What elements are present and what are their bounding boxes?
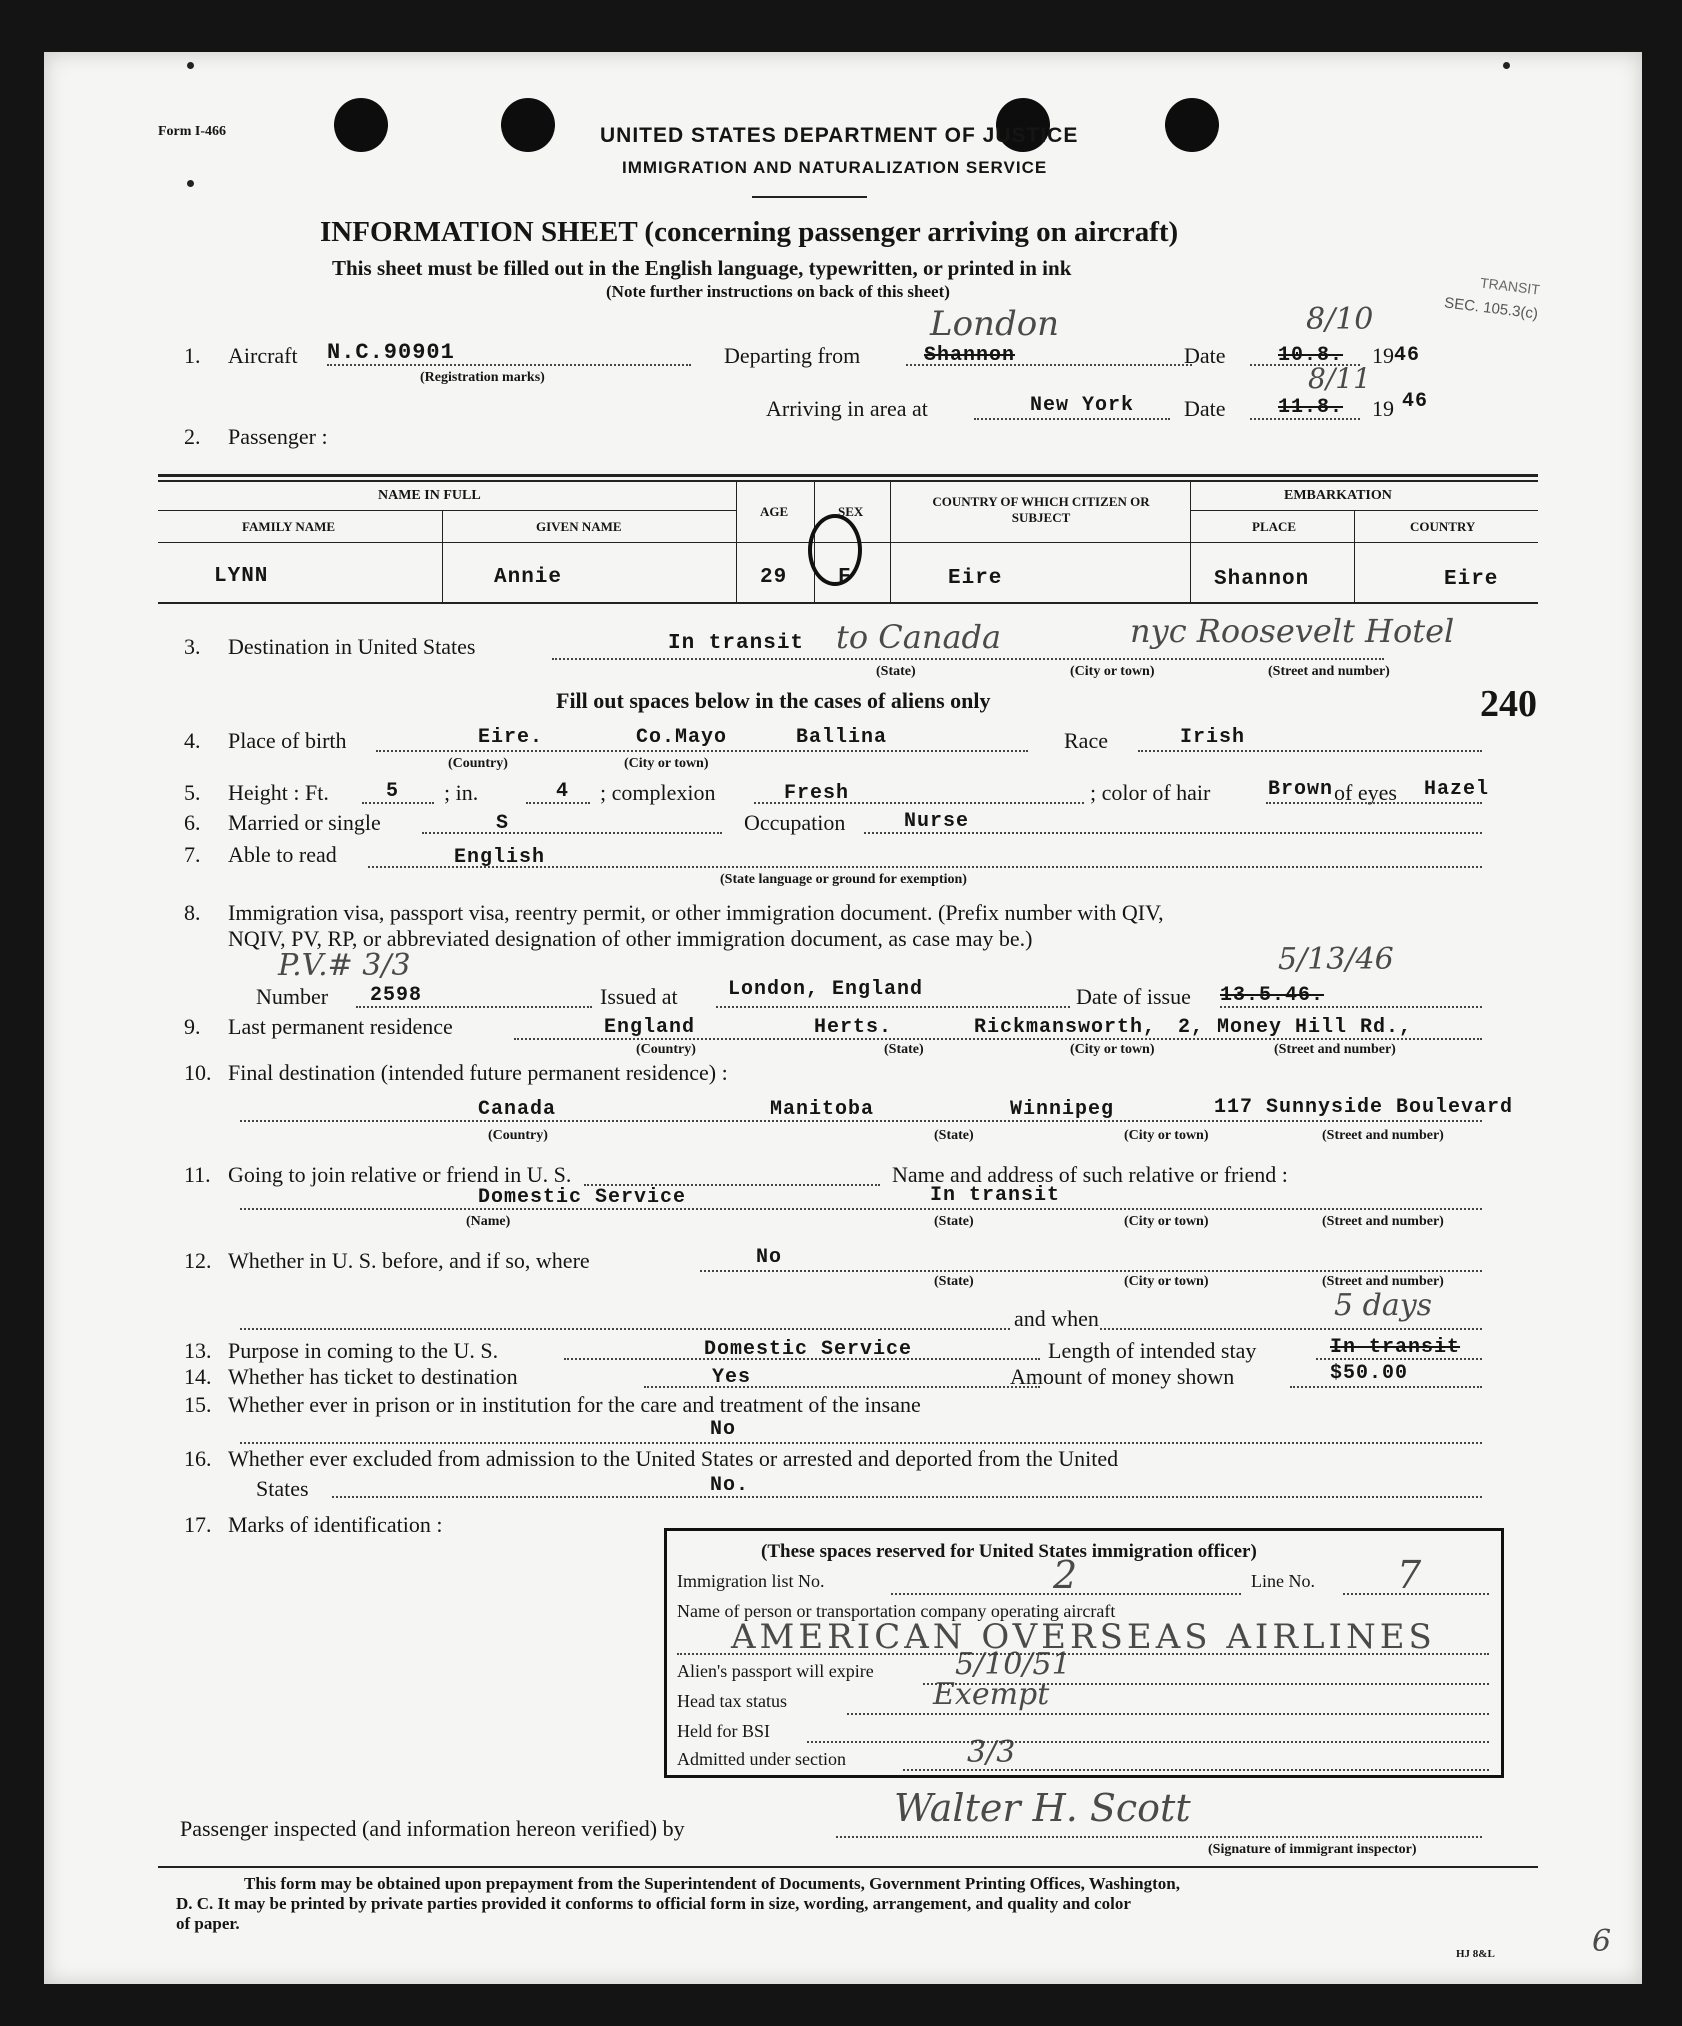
before-value: No — [756, 1246, 783, 1269]
list-label: Immigration list No. — [677, 1571, 825, 1591]
table-header: FAMILY NAME — [242, 519, 336, 534]
occupation-label: Occupation — [744, 810, 846, 835]
item-number: 12. — [184, 1248, 212, 1273]
issued-label: Issued at — [600, 984, 678, 1009]
before-label: Whether in U. S. before, and if so, where — [228, 1248, 590, 1273]
item-number: 4. — [184, 728, 201, 753]
officer-box — [664, 1528, 1504, 1778]
read-label: Able to read — [228, 842, 337, 867]
birth-city: Co.Mayo — [636, 726, 728, 749]
instruction-note: (Note further instructions on back of this sheet) — [606, 282, 950, 301]
date-label: Date — [1184, 396, 1226, 421]
item-number: 8. — [184, 900, 201, 925]
pin-mark — [187, 180, 194, 187]
final-city: Winnipeg — [1010, 1098, 1115, 1121]
table-header: PLACE — [1252, 519, 1297, 534]
passport-label: Alien's passport will expire — [677, 1661, 874, 1681]
caption: (Name) — [466, 1214, 511, 1229]
caption: (Country) — [488, 1128, 548, 1143]
prison-value: No — [710, 1418, 737, 1441]
caption: (State language or ground for exemption) — [720, 872, 967, 887]
caption: (Country) — [636, 1042, 696, 1057]
stamp-line1: TRANSIT — [1479, 274, 1541, 298]
section-value: 3/3 — [967, 1735, 1016, 1770]
departing-label: Departing from — [724, 343, 861, 368]
year-prefix: 19 — [1372, 396, 1394, 421]
height-ft: 5 — [386, 780, 400, 803]
service-heading: IMMIGRATION AND NATURALIZATION SERVICE — [622, 158, 1048, 177]
caption: (Country) — [448, 756, 508, 771]
when-handwritten: 5 days — [1334, 1288, 1433, 1323]
residence-city: Rickmansworth, — [974, 1016, 1157, 1039]
stamp-line2: SEC. 105.3(c) — [1443, 294, 1539, 323]
when-label: and when — [1014, 1306, 1099, 1331]
table-cell: Annie — [494, 566, 563, 589]
footer-text: of paper. — [176, 1914, 240, 1933]
occupation-value: Nurse — [904, 810, 970, 833]
married-label: Married or single — [228, 810, 381, 835]
residence-label: Last permanent residence — [228, 1014, 453, 1039]
passenger-label: Passenger : — [228, 424, 328, 449]
pin-mark — [187, 62, 194, 69]
caption: (Registration marks) — [420, 370, 545, 385]
arrival-year-value: 46 — [1402, 390, 1429, 413]
date-handwritten: 8/10 — [1306, 302, 1374, 337]
destination-value: In transit — [668, 632, 805, 655]
hair-label: ; color of hair — [1090, 780, 1211, 805]
caption: (Street and number) — [1322, 1128, 1444, 1143]
item-number: 14. — [184, 1364, 212, 1389]
headtax-label: Head tax status — [677, 1691, 787, 1711]
table-header: GIVEN NAME — [536, 519, 622, 534]
marks-label: Marks of identification : — [228, 1512, 443, 1537]
birth-town: Ballina — [796, 726, 888, 749]
read-value: English — [454, 846, 546, 869]
date-value: 10.8. — [1278, 344, 1344, 367]
table-cell: Eire — [1444, 568, 1499, 591]
destination-label: Destination in United States — [228, 634, 476, 659]
final-street: 117 Sunnyside Boulevard — [1214, 1096, 1514, 1119]
item-number: 10. — [184, 1060, 212, 1085]
caption: (City or town) — [1124, 1214, 1209, 1229]
caption: (City or town) — [1070, 664, 1155, 679]
birth-label: Place of birth — [228, 728, 347, 753]
item-number: 1. — [184, 343, 201, 368]
race-value: Irish — [1180, 726, 1246, 749]
caption: (City or town) — [1124, 1128, 1209, 1143]
stay-label: Length of intended stay — [1048, 1338, 1257, 1363]
final-country: Canada — [478, 1098, 557, 1121]
caption: (State) — [934, 1128, 974, 1143]
item-number: 2. — [184, 424, 201, 449]
item-number: 3. — [184, 634, 201, 659]
punch-hole — [501, 98, 555, 152]
caption: (Street and number) — [1322, 1274, 1444, 1289]
caption: (Street and number) — [1268, 664, 1390, 679]
residence-country: England — [604, 1016, 696, 1039]
item-number: 15. — [184, 1392, 212, 1417]
table-header: COUNTRY — [1410, 519, 1476, 534]
caption: (Signature of immigrant inspector) — [1208, 1842, 1417, 1857]
relative-name: Domestic Service — [478, 1186, 687, 1209]
money-label: Amount of money shown — [1010, 1364, 1235, 1389]
arriving-label: Arriving in area at — [766, 396, 928, 421]
caption: (State) — [934, 1214, 974, 1229]
department-heading: UNITED STATES DEPARTMENT OF JUSTICE — [600, 124, 1079, 147]
arriving-value: New York — [1030, 394, 1135, 417]
inspector-signature: Walter H. Scott — [894, 1786, 1191, 1830]
item-number: 7. — [184, 842, 201, 867]
inches-label: ; in. — [444, 780, 479, 805]
punch-hole — [334, 98, 388, 152]
instruction-line: This sheet must be filled out in the English language, typewritten, or printed in ink — [332, 256, 1072, 280]
section-label: Admitted under section — [677, 1749, 846, 1769]
list-value: 2 — [1053, 1553, 1078, 1597]
bsi-label: Held for BSI — [677, 1721, 770, 1741]
caption: (City or town) — [1070, 1042, 1155, 1057]
pin-mark — [1503, 62, 1510, 69]
document-text: Immigration visa, passport visa, reentry permit, or other immigration document. (Prefix number with QIV, — [228, 900, 1164, 925]
item-number: 16. — [184, 1446, 212, 1471]
caption: (Street and number) — [1274, 1042, 1396, 1057]
caption: (City or town) — [1124, 1274, 1209, 1289]
destination-handwritten-hotel: nyc Roosevelt Hotel — [1130, 612, 1455, 650]
issue-date-label: Date of issue — [1076, 984, 1191, 1009]
form-sheet — [44, 52, 1642, 1984]
caption: (State) — [876, 664, 916, 679]
caption: (State) — [934, 1274, 974, 1289]
year-prefix: 19 — [1372, 343, 1394, 368]
aircraft-label: Aircraft — [228, 343, 298, 368]
hair-value: Brown — [1268, 778, 1334, 801]
number-handwritten: P.V.# 3/3 — [278, 948, 411, 983]
money-value: $50.00 — [1330, 1362, 1409, 1385]
item-number: 9. — [184, 1014, 201, 1039]
table-header: NAME IN FULL — [378, 488, 481, 503]
item-number: 17. — [184, 1512, 212, 1537]
ticket-value: Yes — [712, 1366, 752, 1389]
departing-value: Shannon — [924, 344, 1016, 367]
table-cell: LYNN — [214, 565, 269, 588]
aliens-heading: Fill out spaces below in the cases of aliens only — [556, 688, 991, 713]
number-label: Number — [256, 984, 329, 1009]
table-header: AGE — [760, 504, 789, 519]
punch-hole — [1165, 98, 1219, 152]
relative-state: In transit — [930, 1184, 1061, 1207]
age-circle-mark — [808, 514, 862, 586]
final-destination-label: Final destination (intended future permanent residence) : — [228, 1060, 728, 1085]
arrival-date-handwritten: 8/11 — [1308, 362, 1371, 395]
table-header: COUNTRY OF WHICH CITIZEN OR SUBJECT — [932, 494, 1150, 525]
officer-box-heading: (These spaces reserved for United States immigration officer) — [761, 1541, 1257, 1562]
margin-mark: 6 — [1592, 1924, 1612, 1959]
footer-text: D. C. It may be printed by private parties provided it conforms to official form in size, wording, arrangement, and quality and color — [176, 1894, 1131, 1913]
residence-state: Herts. — [814, 1016, 893, 1039]
height-in: 4 — [556, 780, 570, 803]
caption: (State) — [884, 1042, 924, 1057]
file-number: 240 — [1480, 683, 1537, 725]
divider — [752, 196, 867, 198]
excluded-label: Whether ever excluded from admission to the United States or arrested and deported from the United — [228, 1446, 1119, 1471]
caption: (Street and number) — [1322, 1214, 1444, 1229]
purpose-label: Purpose in coming to the U. S. — [228, 1338, 499, 1363]
married-value: S — [496, 812, 510, 835]
purpose-value: Domestic Service — [704, 1338, 913, 1361]
item-number: 13. — [184, 1338, 212, 1363]
complexion-label: ; complexion — [600, 780, 716, 805]
destination-handwritten: to Canada — [836, 618, 1002, 656]
document-text: NQIV, PV, RP, or abbreviated designation of other immigration document, as case may be.) — [228, 926, 1033, 951]
stay-value: In transit — [1330, 1336, 1461, 1359]
form-title: INFORMATION SHEET (concerning passenger arriving on aircraft) — [320, 216, 1179, 248]
table-header: EMBARKATION — [1284, 488, 1392, 503]
issued-value: London, England — [728, 978, 924, 1001]
year-value: 46 — [1394, 344, 1421, 367]
birth-country: Eire. — [478, 726, 544, 749]
table-cell: Shannon — [1214, 568, 1310, 591]
relative-label: Name and address of such relative or friend : — [892, 1162, 1288, 1187]
passport-value: 5/10/51 — [955, 1647, 1071, 1682]
prison-label: Whether ever in prison or in institution for the care and treatment of the insane — [228, 1392, 921, 1417]
inspected-label: Passenger inspected (and information hereon verified) by — [180, 1816, 685, 1841]
company-value: AMERICAN OVERSEAS AIRLINES — [731, 1617, 1436, 1657]
arrival-date-value: 11.8. — [1278, 396, 1344, 419]
table-cell: F — [838, 566, 852, 589]
ticket-label: Whether has ticket to destination — [228, 1364, 518, 1389]
number-value: 2598 — [370, 984, 423, 1007]
table-header: SEX — [838, 504, 864, 519]
aircraft-value: N.C.90901 — [327, 340, 455, 365]
footer-text: This form may be obtained upon prepayment from the Superintendent of Documents, Government Printing Offices, Washington, — [244, 1874, 1180, 1893]
height-label: Height : Ft. — [228, 780, 329, 805]
caption: (City or town) — [624, 756, 709, 771]
table-cell: 29 — [760, 566, 788, 589]
excluded-label-2: States — [256, 1476, 309, 1501]
eyes-label: of eyes — [1334, 780, 1397, 805]
headtax-value: Exempt — [933, 1677, 1050, 1712]
issue-date-value: 13.5.46. — [1220, 984, 1325, 1007]
form-number: Form I-466 — [158, 124, 227, 139]
excluded-value: No. — [710, 1474, 750, 1497]
line-label: Line No. — [1251, 1571, 1315, 1591]
issue-date-handwritten: 5/13/46 — [1278, 942, 1394, 977]
item-number: 6. — [184, 810, 201, 835]
date-label: Date — [1184, 343, 1226, 368]
complexion-value: Fresh — [784, 782, 850, 805]
item-number: 5. — [184, 780, 201, 805]
join-label: Going to join relative or friend in U. S. — [228, 1162, 572, 1187]
race-label: Race — [1064, 728, 1108, 753]
line-value: 7 — [1397, 1553, 1422, 1597]
final-state: Manitoba — [770, 1098, 875, 1121]
eyes-value: Hazel — [1424, 778, 1490, 801]
residence-street: 2, Money Hill Rd., — [1178, 1016, 1413, 1039]
company-label: Name of person or transportation company operating aircraft — [677, 1601, 1116, 1621]
printer-code: HJ 8&L — [1456, 1948, 1495, 1960]
departing-handwritten: London — [930, 304, 1060, 344]
table-cell: Eire — [948, 567, 1003, 590]
item-number: 11. — [184, 1162, 211, 1187]
